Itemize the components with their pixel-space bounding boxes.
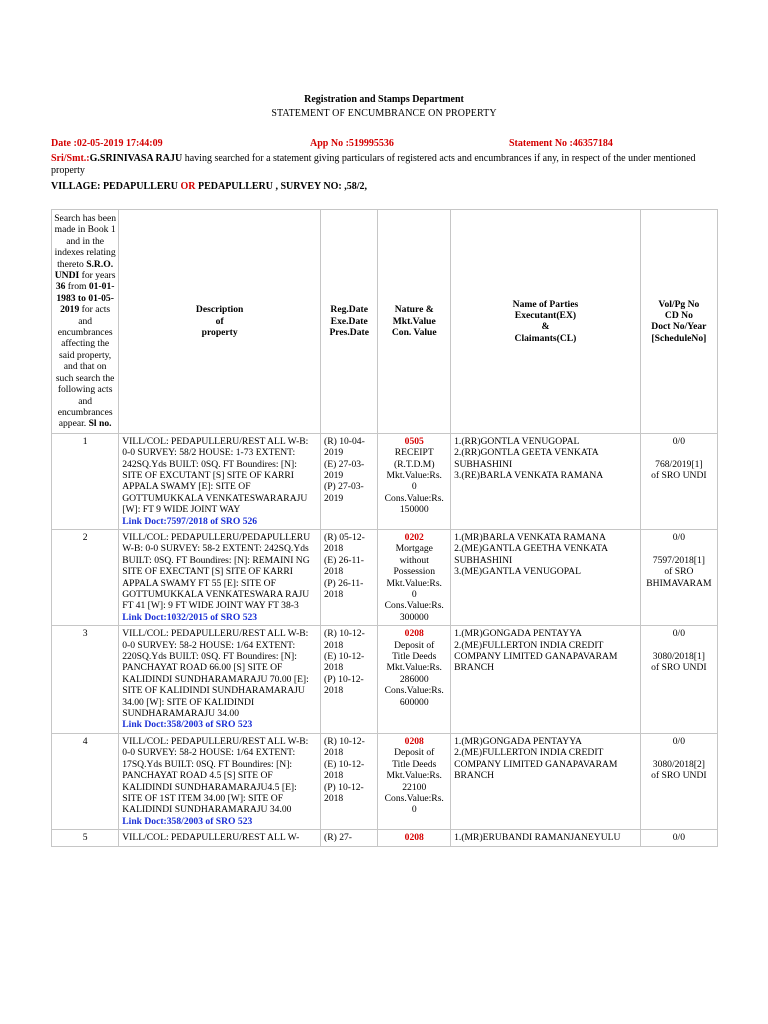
nature-line: Title Deeds: [392, 758, 437, 770]
description-header: Description of property: [119, 210, 321, 434]
village-survey-line: [51, 181, 719, 192]
row-dates: [321, 733, 378, 829]
description-text: VILL/COL: PEDAPULLERU/REST ALL W-B: 0-0 SURVEY: 58/2 HOUSE: 1-73 EXTENT: 242SQ.Yds BUILT: 0SQ. FT Boundires: [N]: SITE OF EXCUTANT [S] SITE OF KARRI APPALA SWAMY [E]: SITE OF GOTTUMUKKALA VENKATESWARARAJU [W]: FT 9 WIDE JOINT WAY: [122, 435, 309, 516]
nature-line: Cons.Value:Rs.: [384, 685, 444, 697]
nature-code: 0505: [404, 435, 424, 447]
table-row: [52, 433, 718, 529]
row-nature: [378, 529, 451, 625]
vol-line: 0/0: [672, 531, 686, 543]
party-name: 2.(ME)FULLERTON INDIA CREDIT COMPANY LIMITED GANAPAVARAM BRANCH: [454, 639, 618, 674]
nature-line: Cons.Value:Rs.: [384, 492, 444, 504]
description-text: VILL/COL: PEDAPULLERU/REST ALL W-B: 0-0 SURVEY: 58-2 HOUSE: 1/64 EXTENT: 17SQ.Yds BUILT: 0SQ. FT Boundires: [N]: PANCHAYAT ROAD 4.5 [S] SITE OF KALIDINDI SUNDHARAMARAJU4.5 [E]: SITE OF 1ST ITEM 34.00 [W]: SITE OF KALIDINDI SUNDHARAMARAJU 34.00: [122, 735, 309, 816]
date-value: (E) 10-12-2018: [324, 651, 365, 674]
link-doct[interactable]: Link Doct:358/2003 of SRO 523: [122, 719, 253, 731]
nature-line: without: [399, 554, 429, 566]
search-intro: [51, 153, 719, 176]
link-doct[interactable]: Link Doct:1032/2015 of SRO 523: [122, 611, 258, 623]
row-description: [119, 433, 321, 529]
row-dates: [321, 830, 378, 846]
vol-line: 3080/2018[1]: [652, 651, 705, 663]
row-vol-doc: [640, 830, 717, 846]
date-value: (R) 05-12-2018: [324, 531, 365, 555]
nature-line: 300000: [399, 611, 429, 623]
row-sl-number: 5: [52, 830, 119, 846]
applicant-prefix: Sri/Smt.:: [51, 153, 90, 164]
party-name: 3.(ME)GANTLA VENUGOPAL: [454, 566, 581, 578]
date-value: (P) 10-12-2018: [324, 673, 364, 697]
date-value: (P) 10-12-2018: [324, 781, 364, 804]
party-name: 2.(RR)GONTLA GEETA VENKATA SUBHASHINI: [454, 447, 599, 470]
date-value: (R) 10-12-2018: [324, 735, 365, 759]
intro-text: having searched for a statement giving particulars of registered acts and encumbrances if any, in respect of the under mentioned property: [51, 153, 696, 176]
table-header-row: [52, 210, 718, 434]
vol-line: 0/0: [672, 628, 686, 640]
party-name: 3.(RE)BARLA VENKATA RAMANA: [454, 469, 604, 481]
date-value: (P) 26-11-2018: [324, 577, 364, 600]
party-name: 1.(MR)GONGADA PENTAYYA: [454, 735, 582, 747]
description-text: VILL/COL: PEDAPULLERU/REST ALL W-B: 0-0 SURVEY: 58-2 HOUSE: 1/64 EXTENT: 220SQ.Yds BUILT: 0SQ. FT Boundires: [N]: PANCHAYAT ROAD 66.00 [S] SITE OF KALIDINDI SUNDHARAMARAJU 70.00 [E]: SITE OF KALIDINDI SUNDHARAMARAJU 34.00 [W]: SITE OF KALIDINDI SUNDHARAMARAJU 34.00: [122, 628, 309, 720]
row-dates: [321, 529, 378, 625]
party-name: 2.(ME)GANTLA GEETHA VENKATA SUBHASHINI: [454, 543, 608, 566]
vol-line: 0/0: [672, 735, 686, 747]
party-name: 1.(MR)GONGADA PENTAYYA: [454, 628, 582, 640]
description-text: VILL/COL: PEDAPULLERU/PEDAPULLERU W-B: 0-0 SURVEY: 58-2 EXTENT: 242SQ.Yds BUILT: 0SQ. FT Boundires: [N]: REMAINI NG SITE OF EXECTANT [S] SITE OF KARRI APPALA SWAMY FT 55 [E]: SITE OF GOTTUMUKKALA VENKATESWARA RAJU FT 41 [W]: 9 FT WIDE JOINT WAY FT 38-3: [122, 531, 311, 612]
nature-line: 286000: [399, 673, 429, 685]
vol-line: 0/0: [672, 435, 686, 447]
row-parties: [451, 433, 641, 529]
row-parties: [451, 830, 641, 846]
nature-code: 0208: [404, 735, 424, 747]
nature-line: Title Deeds: [392, 651, 437, 663]
date-value: (R) 10-04-2019: [324, 435, 365, 459]
nature-line: 22100: [402, 781, 427, 793]
row-dates: [321, 433, 378, 529]
row-description: [119, 626, 321, 734]
table-body: [52, 433, 718, 846]
nature-code: 0208: [404, 628, 424, 640]
department-title: Registration and Stamps Department: [304, 94, 464, 105]
date-value: (E) 26-11-2018: [324, 554, 364, 578]
link-doct[interactable]: Link Doct:7597/2018 of SRO 526: [122, 515, 258, 527]
date-value: (E) 27-03-2019: [324, 458, 365, 481]
row-vol-doc: [640, 733, 717, 829]
vol-line: 768/2019[1]: [655, 458, 703, 470]
vol-line: 3080/2018[2]: [652, 758, 705, 770]
table-row: [52, 733, 718, 829]
table-row: [52, 626, 718, 734]
row-nature: [378, 733, 451, 829]
nature-line: Possession: [393, 566, 436, 578]
nature-header: Nature & Mkt.Value Con. Value: [378, 210, 451, 434]
row-vol-doc: [640, 433, 717, 529]
party-name: 2.(ME)FULLERTON INDIA CREDIT COMPANY LIMITED GANAPAVARAM BRANCH: [454, 747, 618, 782]
nature-line: Mkt.Value:Rs.: [386, 662, 442, 674]
applicant-name: G.SRINIVASA RAJU: [89, 153, 183, 164]
row-nature: [378, 626, 451, 734]
parties-header: Name of Parties Executant(EX) & Claimants(CL): [451, 210, 641, 434]
nature-line: 0: [411, 589, 417, 600]
statement-number: Statement No :46357184: [509, 138, 613, 149]
nature-line: Mkt.Value:Rs.: [386, 770, 442, 782]
row-nature: [378, 830, 451, 846]
village-part2: PEDAPULLERU , SURVEY NO: ,58/2,: [195, 181, 367, 192]
row-sl-number: 2: [52, 529, 119, 625]
row-sl-number: 4: [52, 733, 119, 829]
nature-line: (R.T.D.M): [393, 458, 435, 470]
row-vol-doc: [640, 529, 717, 625]
row-parties: [451, 733, 641, 829]
vol-line: of SRO UNDI: [651, 770, 707, 782]
row-description: [119, 830, 321, 846]
dates-header: Reg.Date Exe.Date Pres.Date: [321, 210, 378, 434]
row-parties: [451, 626, 641, 734]
description-text: VILL/COL: PEDAPULLERU/REST ALL W-: [122, 832, 300, 844]
nature-line: Deposit of: [394, 639, 435, 651]
village-part1: VILLAGE: PEDAPULLERU: [51, 181, 181, 192]
nature-line: Mortgage: [395, 543, 433, 555]
nature-line: 0: [411, 481, 417, 493]
nature-line: 600000: [399, 696, 429, 708]
nature-line: Mkt.Value:Rs.: [386, 577, 442, 589]
search-scope-header: Search has been made in Book 1 and in the indexes relating thereto S.R.O. UNDI for years 36 from 01-01-1983 to 01-05-2019 for acts and encumbrances affecting the said property, and that on such search the following acts and encumbrances appear. Sl no.: [52, 210, 119, 434]
statement-title: STATEMENT OF ENCUMBRANCE ON PROPERTY: [271, 108, 497, 119]
row-dates: [321, 626, 378, 734]
row-nature: [378, 433, 451, 529]
vol-line: of SRO UNDI: [651, 469, 707, 481]
nature-line: 150000: [399, 504, 429, 516]
statement-meta: [51, 138, 719, 152]
vol-line: 7597/2018[1]: [652, 554, 705, 566]
date-value: (P) 27-03-2019: [324, 481, 364, 504]
vol-line: 0/0: [672, 832, 686, 844]
nature-line: Mkt.Value:Rs.: [386, 469, 442, 481]
nature-line: Deposit of: [394, 747, 435, 759]
party-name: 1.(MR)ERUBANDI RAMANJANEYULU: [454, 832, 621, 844]
link-doct[interactable]: Link Doct:358/2003 of SRO 523: [122, 815, 253, 827]
row-sl-number: 3: [52, 626, 119, 734]
statement-date: Date :02-05-2019 17:44:09: [51, 138, 163, 149]
nature-code: 0208: [404, 832, 424, 844]
party-name: 1.(MR)BARLA VENKATA RAMANA: [454, 531, 606, 543]
nature-line: RECEIPT: [394, 447, 434, 459]
encumbrance-table: [51, 209, 718, 847]
nature-line: 0: [411, 804, 417, 816]
vol-line: BHIMAVARAM: [646, 577, 712, 589]
table-row: [52, 830, 718, 846]
village-or: OR: [180, 181, 196, 192]
row-description: [119, 529, 321, 625]
nature-code: 0202: [404, 531, 424, 543]
row-parties: [451, 529, 641, 625]
party-name: 1.(RR)GONTLA VENUGOPAL: [454, 435, 580, 447]
date-value: (R) 27-: [324, 832, 353, 844]
vol-header: Vol/Pg No CD No Doct No/Year [ScheduleNo]: [640, 210, 717, 434]
row-sl-number: 1: [52, 433, 119, 529]
table-row: [52, 529, 718, 625]
vol-line: of SRO UNDI: [651, 662, 707, 674]
nature-line: Cons.Value:Rs.: [384, 792, 444, 804]
date-value: (R) 10-12-2018: [324, 628, 365, 651]
app-number: App No :519995536: [310, 138, 394, 149]
row-vol-doc: [640, 626, 717, 734]
vol-line: of SRO: [664, 566, 694, 578]
date-value: (E) 10-12-2018: [324, 758, 365, 782]
nature-line: Cons.Value:Rs.: [384, 600, 444, 612]
row-description: [119, 733, 321, 829]
